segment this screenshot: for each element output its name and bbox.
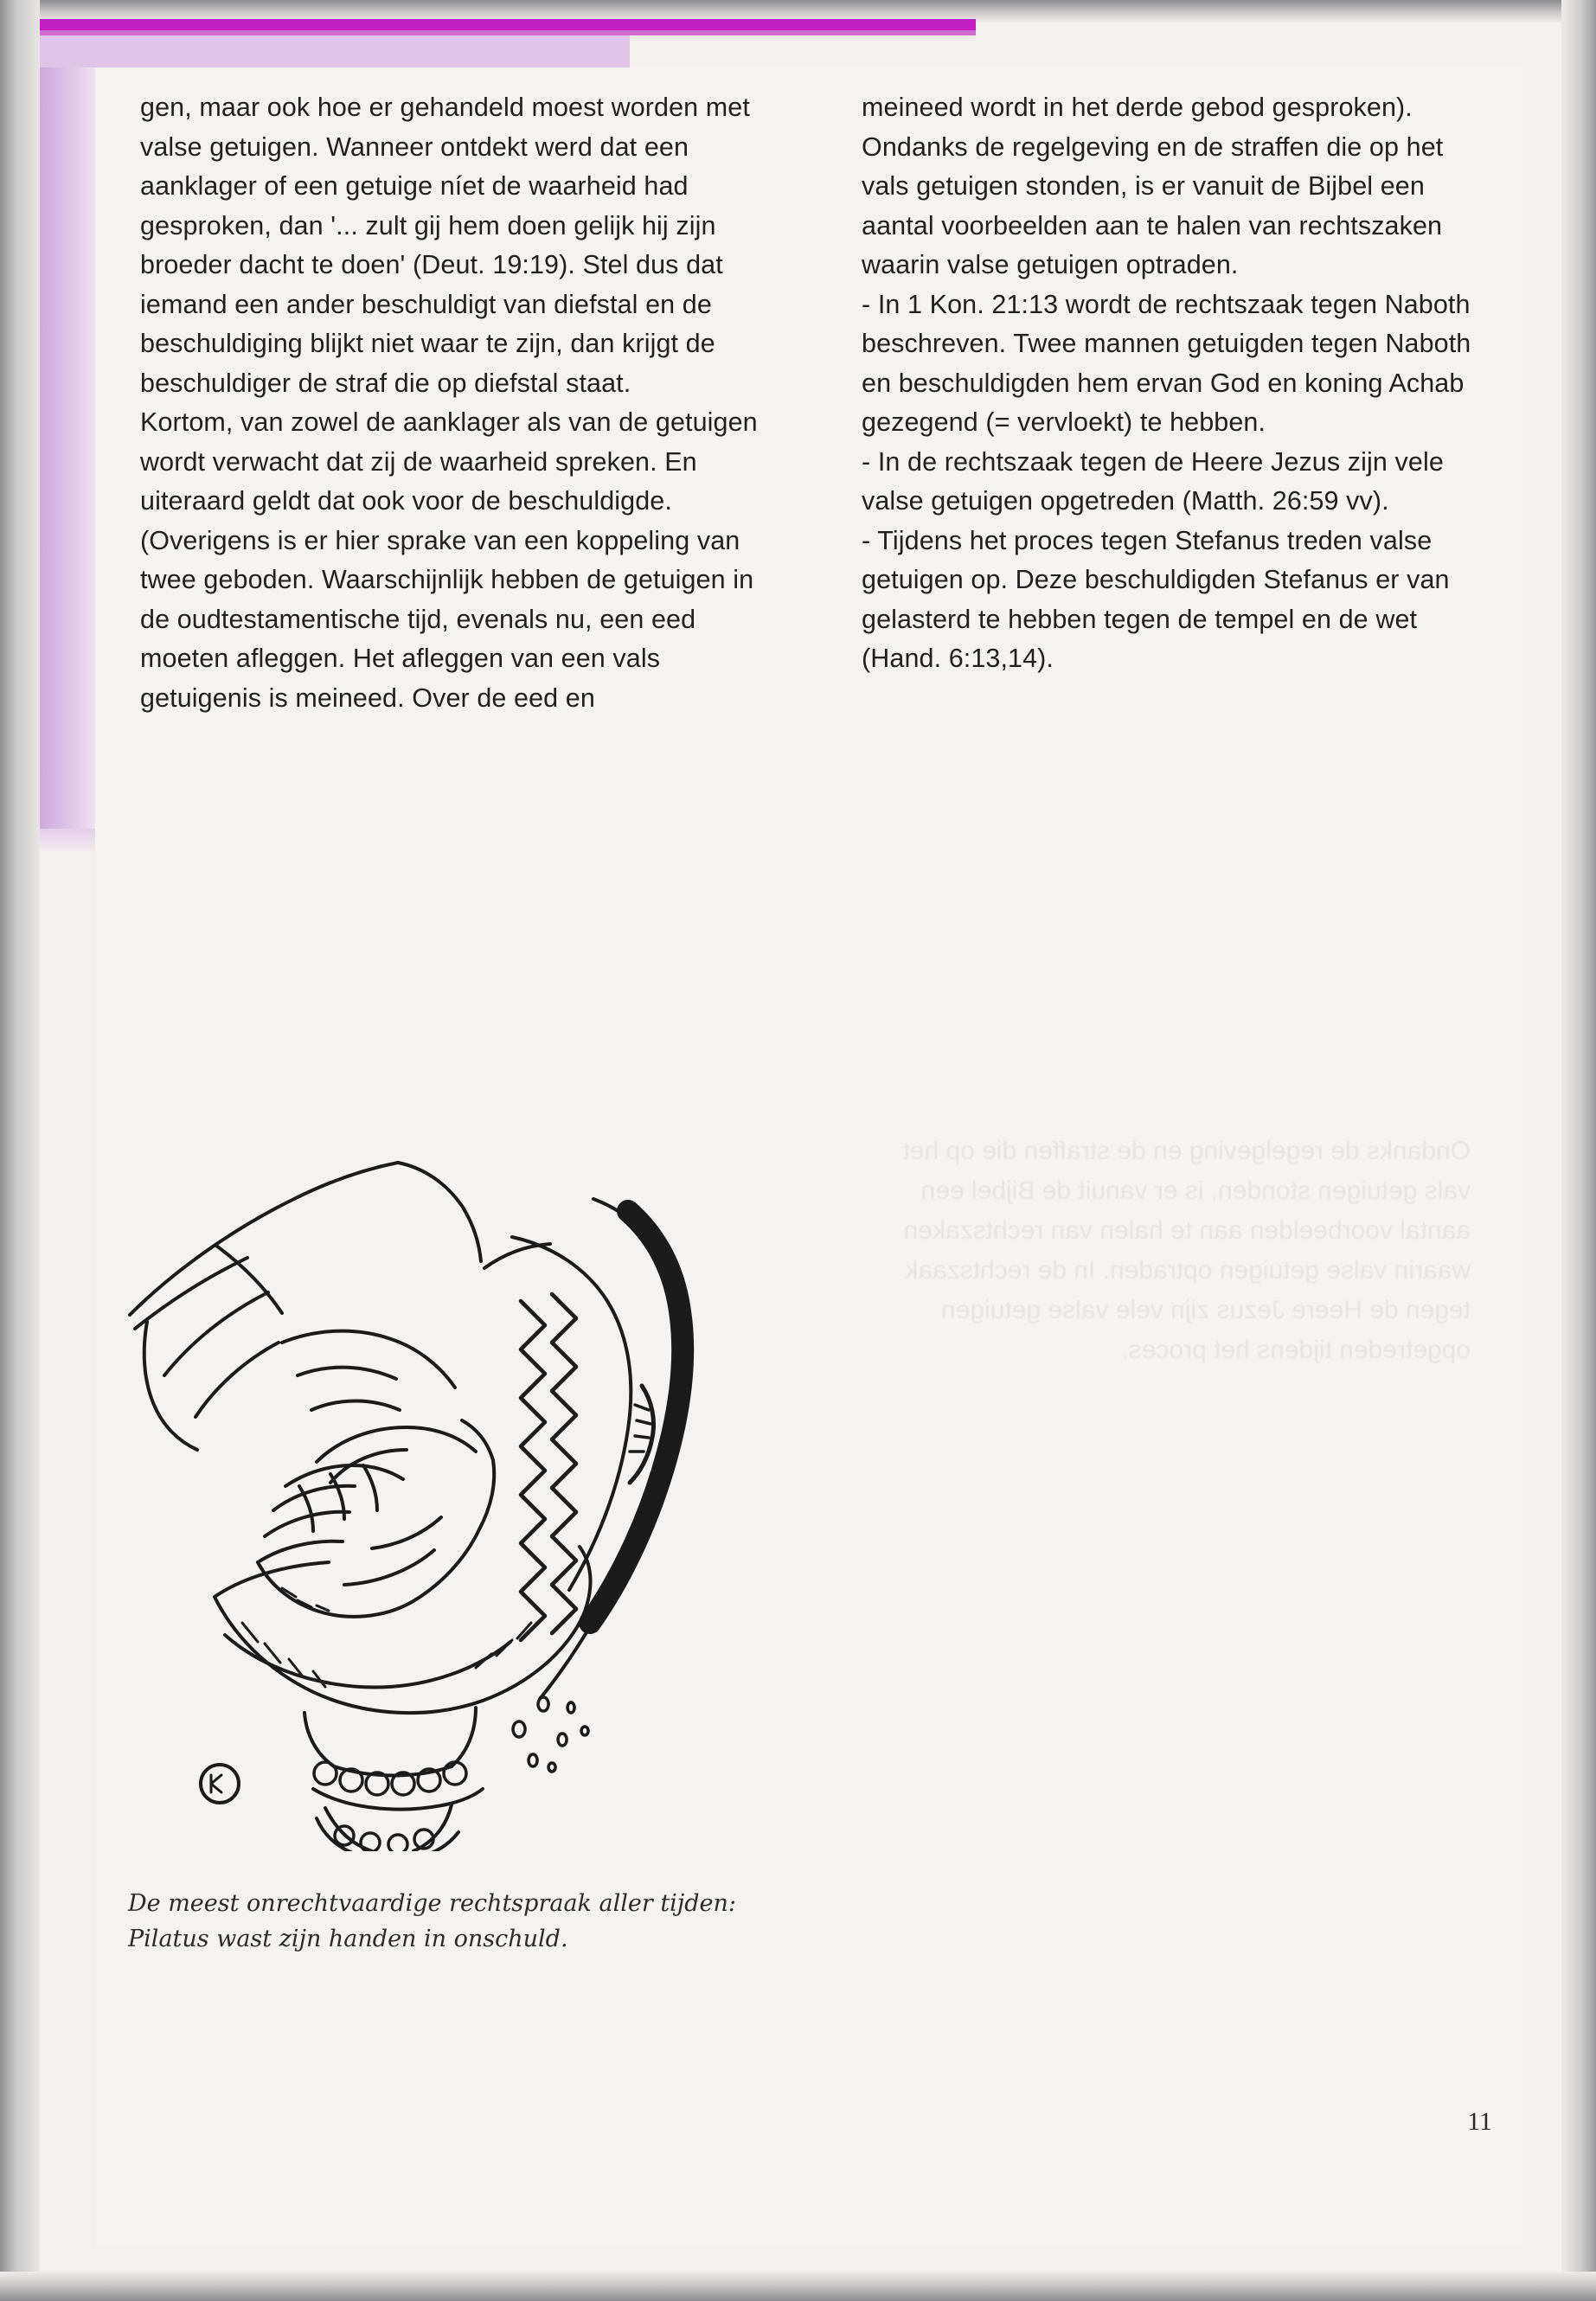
- paragraph: meineed wordt in het derde gebod gesproken).: [862, 93, 1413, 122]
- paragraph: - In de rechtszaak tegen de Heere Jezus zijn vele valse getuigen opgetreden (Matth. 26:59 vv).: [862, 446, 1444, 516]
- scan-edge-right: [1561, 0, 1596, 2301]
- lilac-side-strip: [40, 67, 95, 829]
- pilate-washing-hands-illustration: [112, 1116, 753, 1851]
- lilac-side-strip-tail: [40, 829, 95, 851]
- page-number: 11: [1467, 2107, 1492, 2136]
- figure-caption: De meest onrechtvaardige rechtspraak aller tijden: Pilatus wast zijn handen in onschuld.: [128, 1890, 736, 1952]
- lilac-corner-block: [40, 35, 630, 67]
- text-column-left: [140, 88, 763, 718]
- show-through-ghost-text: Ondanks de regelgeving en de straffen die op het vals getuigen stonden, is er vanuit de Bijbel een aantal voorbeelden aan te halen van rechtszaken waarin valse getuigen optraden. In de rechtszaak tegen de Heere Jezus zijn vele valse getuigen opgetreden tijdens het proces.: [902, 1137, 1471, 1364]
- scan-edge-left: [0, 0, 40, 2301]
- paragraph: - Tijdens het proces tegen Stefanus treden valse getuigen op. Deze beschuldigden Stefanus er van gelasterd te hebben tegen de tempel en de wet (Hand. 6:13,14).: [862, 525, 1450, 673]
- paragraph: gen, maar ook hoe er gehandeld moest worden met valse getuigen. Wanneer ontdekt werd dat een aanklager of een getuige níet de waarheid had gesproken, dan '... zult gij hem doen gelijk hij zijn broeder dacht te doen' (Deut. 19:19). Stel dus dat iemand een ander beschuldigt van diefstal en de beschuldiging blijkt niet waar te zijn, dan krijgt de beschuldiger de straf die op diefstal staat.: [140, 93, 750, 398]
- paragraph: Kortom, van zowel de aanklager als van de getuigen wordt verwacht dat zij de waarheid spreken. En uiteraard geldt dat ook voor de beschuldigde. (Overigens is er hier sprake van een koppeling van twee geboden. Waarschijnlijk hebben de getuigen in de oudtestamentische tijd, evenals nu, een eed moeten afleggen. Het afleggen van een vals getuigenis is meineed. Over de eed en: [140, 407, 758, 713]
- scan-edge-bottom: [0, 2272, 1596, 2301]
- text-column-right: [862, 88, 1484, 679]
- paragraph: Ondanks de regelgeving en de straffen die op het vals getuigen stonden, is er vanuit de Bijbel een aantal voorbeelden aan te halen van rechtszaken waarin valse getuigen optraden.: [862, 131, 1444, 279]
- magenta-bleed-bar: [40, 19, 976, 30]
- paragraph: - In 1 Kon. 21:13 wordt de rechtszaak tegen Naboth beschreven. Twee mannen getuigden tegen Naboth en beschuldigden hem ervan God en koning Achab gezegend (= vervloekt) te hebben.: [862, 289, 1471, 437]
